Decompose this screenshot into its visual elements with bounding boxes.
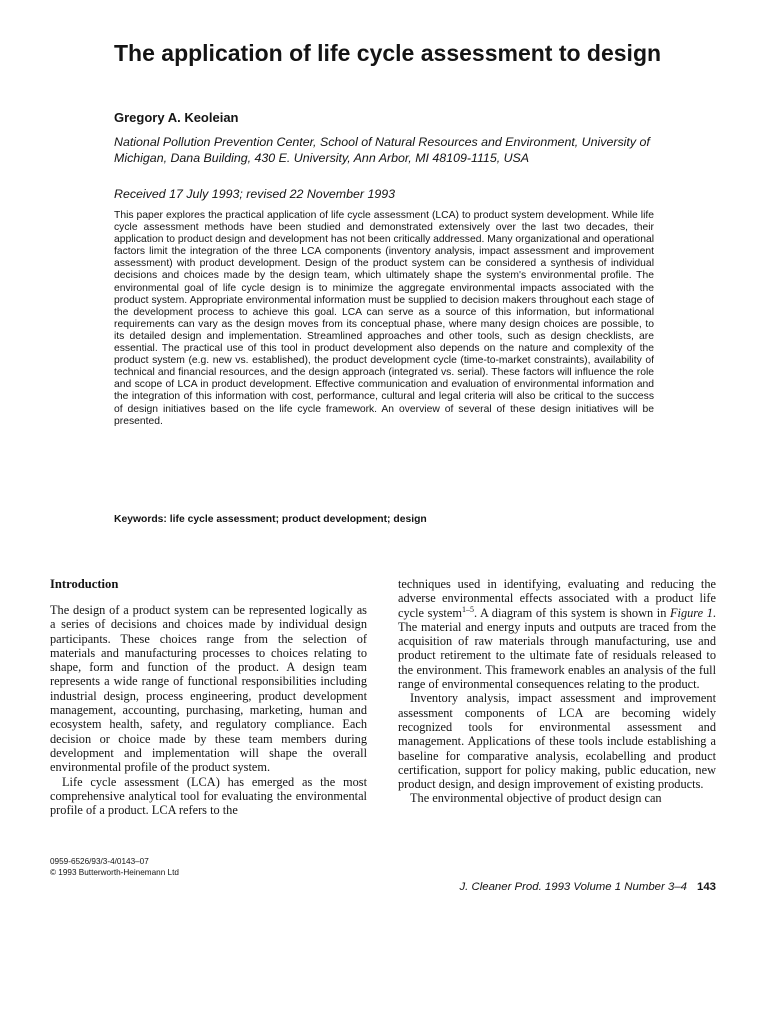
running-footer: [398, 880, 716, 894]
intro-paragraph-3: [398, 577, 716, 691]
journal-citation: J. Cleaner Prod. 1993 Volume 1 Number 3–4: [459, 881, 687, 893]
page-number: 143: [696, 881, 716, 893]
author-affiliation: National Pollution Prevention Center, School of Natural Resources and Environment, University of Michigan, Dana Building, 430 E. University, Ann Arbor, MI 48109-1115, USA: [114, 135, 650, 165]
right-column: [398, 577, 716, 806]
intro-paragraph-1: The design of a product system can be represented logically as a series of decisions and choices made by individual design participants. These choices range from the selection of materials and manufacturing processes to choices relating to shape, form and function of the product. A design team represents a wide range of functional responsibilities including industrial design, process engineering, product development management, accounting, purchasing, marketing, human and ecosystem health, safety, and regulatory compliance. Each decision or choice made by these team members during development and implementation will shape the overall environmental profile of the product system.: [50, 603, 367, 775]
keywords: [114, 513, 654, 526]
article-title: The application of life cycle assessment to design: [114, 40, 662, 66]
author-name: Gregory A. Keoleian: [114, 110, 239, 125]
section-heading-introduction: Introduction: [50, 577, 119, 591]
intro-paragraph-4: Inventory analysis, impact assessment and improvement assessment components of LCA are becoming widely recognized tools for environmental assessment and management. Applications of these tools include establishing a baseline for comparative analysis, ecolabelling and product certification, support for policy making, public education, new product design, and design improvement of existing products.: [398, 691, 716, 792]
keywords-label: Keywords:: [114, 514, 167, 525]
citation-superscript: 1–5: [461, 604, 474, 614]
copyright-line: © 1993 Butterworth-Heinemann Ltd: [50, 867, 179, 877]
received-dates: Received 17 July 1993; revised 22 November 1993: [114, 187, 396, 201]
copyright-footnote: [50, 857, 179, 878]
intro-paragraph-2: Life cycle assessment (LCA) has emerged as the most comprehensive analytical tool for evaluating the environmental profile of a product. LCA refers to the: [50, 774, 367, 818]
intro-paragraph-5: The environmental objective of product design can: [410, 791, 662, 806]
left-column: [50, 577, 367, 817]
abstract: This paper explores the practical application of life cycle assessment (LCA) to product system development. While life cycle assessment methods have been studied and demonstrated extensively over the last two decades, their application to product design and development has not been critically addressed. Many organizational and operational factors limit the integration of the three LCA components (inventory analysis, impact assessment and improvement assessment) with product development. Design of the product system can be considered a synthesis of individual decisions and choices made by the design team, which ultimately shape the system's environmental profile. The environmental goal of life cycle design is to minimize the aggregate environmental impacts associated with the product system. Appropriate environmental information must be supplied to decision makers throughout each stage of the development process to achieve this goal. LCA can serve as a source of this information, but informational requirements can vary as the design moves from its conceptual phase, where many design choices are possible, to its detailed design and implementation. Streamlined approaches and other tools, such as design checklists, are essential. The practical use of this tool in product development also depends on the nature and complexity of the product system (e.g. new vs. established), the product development cycle (time-to-market constraints), availability of technical and financial resources, and the design approach (integrated vs. serial). These factors will influence the role and scope of LCA in product development. Effective communication and evaluation of environmental information and the integration of this information with cost, performance, cultural and legal criteria will also be critical to the success of design initiatives based on the life cycle framework. An overview of several of these design initiatives will be presented.: [114, 210, 654, 427]
keywords-value: life cycle assessment; product development; design: [169, 514, 427, 525]
issn-code: 0959-6526/93/3-4/0143–07: [50, 857, 149, 866]
figure-reference: Figure 1: [669, 605, 713, 620]
paragraph-text: . The material and energy inputs and outputs are traced from the acquisition of raw materials through manufacturing, use and product retirement to the ultimate fate of residuals released to the environment. This framework enables an analysis of the full range of environmental consequences relating to the product.: [398, 605, 716, 692]
paragraph-text: techniques used in identifying, evaluating and reducing the adverse environmental effects associated with a product life cycle system: [398, 577, 716, 620]
paragraph-text: . A diagram of this system is shown in: [473, 605, 670, 620]
